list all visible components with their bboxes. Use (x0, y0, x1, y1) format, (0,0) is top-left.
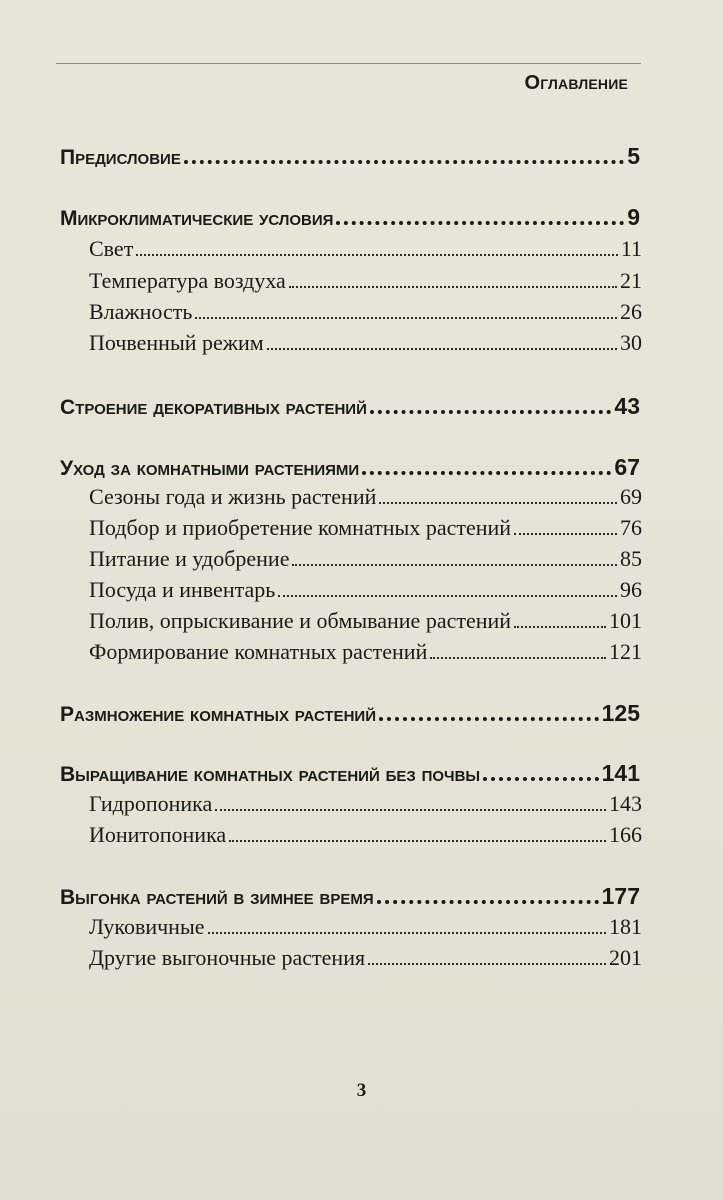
toc-entry-title: Уход за комнатными растениями (60, 457, 360, 480)
toc-subentry-title: Гидропоника (89, 791, 213, 816)
toc-subentry-page: 181 (609, 914, 642, 939)
toc-entry-microclimate[interactable] (60, 204, 640, 231)
toc-subentry-title: Влажность (89, 299, 193, 324)
dot-leader (379, 498, 617, 504)
toc-entry-page: 125 (601, 700, 640, 726)
dot-leader (483, 773, 599, 781)
dot-leader (208, 928, 607, 934)
toc-entry-title: Микроклиматические условия (60, 207, 334, 230)
toc-entry-structure[interactable] (60, 393, 640, 420)
toc-subentry[interactable] (89, 236, 642, 262)
toc-entry-title: Строение декоративных растений (60, 396, 367, 419)
dot-leader (278, 591, 617, 597)
toc-subentry-title: Луковичные (89, 914, 205, 939)
toc-subentry[interactable] (89, 577, 642, 603)
dot-leader (379, 713, 599, 721)
dot-leader (267, 344, 617, 350)
toc-subentry[interactable] (89, 299, 642, 325)
toc-entry-title: Выращивание комнатных растений без почвы (60, 763, 481, 786)
toc-entry-page: 5 (627, 143, 640, 169)
toc-subentry-page: 96 (620, 577, 642, 602)
dot-leader (136, 250, 618, 256)
toc-entry-title: Предисловие (60, 146, 181, 169)
toc-subentry-page: 69 (620, 484, 642, 509)
toc-entry-forcing[interactable] (60, 883, 640, 910)
toc-subentry[interactable] (89, 791, 642, 817)
toc-subentry-page: 30 (620, 330, 642, 355)
toc-subentry[interactable] (89, 822, 642, 848)
page-number: 3 (356, 1080, 367, 1101)
dot-leader (229, 836, 606, 842)
toc-subentry[interactable] (89, 484, 642, 510)
dot-leader (368, 959, 606, 965)
dot-leader (292, 560, 617, 566)
toc-entry-soilless[interactable] (60, 760, 640, 787)
toc-subentry-page: 101 (609, 608, 642, 633)
toc-entry-page: 141 (601, 760, 640, 786)
toc-entry-page: 177 (601, 883, 640, 909)
toc-subentry-page: 121 (609, 639, 642, 664)
toc-entry-page: 67 (614, 454, 640, 480)
toc-entry-care[interactable] (60, 454, 640, 481)
toc-subentry-title: Другие выгоночные растения (89, 945, 366, 970)
toc-subentry-page: 166 (609, 822, 642, 847)
dot-leader (184, 156, 624, 164)
toc-subentry-title: Подбор и приобретение комнатных растений (89, 515, 512, 540)
toc-subentry-page: 21 (620, 268, 642, 293)
toc-entry-page: 9 (627, 204, 640, 230)
toc-subentry-title: Полив, опрыскивание и обмывание растений (89, 608, 512, 633)
toc-subentry-page: 143 (609, 791, 642, 816)
toc-subentry-page: 201 (609, 945, 642, 970)
dot-leader (215, 805, 606, 811)
toc-entry-title: Выгонка растений в зимнее время (60, 886, 374, 909)
dot-leader (370, 406, 612, 414)
dot-leader (430, 653, 606, 659)
toc-subentry[interactable] (89, 330, 642, 356)
toc-subentry[interactable] (89, 608, 642, 634)
toc-subentry-page: 11 (620, 236, 642, 261)
dot-leader (289, 282, 617, 288)
toc-entry-page: 43 (614, 393, 640, 419)
toc-subentry-title: Свет (89, 236, 134, 261)
toc-subentry[interactable] (89, 945, 642, 971)
toc-entry-propagation[interactable] (60, 700, 640, 727)
toc-subentry-title: Сезоны года и жизнь растений (89, 484, 377, 509)
toc-subentry[interactable] (89, 515, 642, 541)
toc-subentry-title: Питание и удобрение (89, 546, 290, 571)
toc-subentry[interactable] (89, 914, 642, 940)
toc-subentry-page: 76 (620, 515, 642, 540)
dot-leader (377, 896, 599, 904)
dot-leader (514, 529, 617, 535)
table-of-contents (60, 0, 643, 1200)
toc-subentry[interactable] (89, 639, 642, 665)
toc-subentry[interactable] (89, 268, 642, 294)
toc-subentry-page: 26 (620, 299, 642, 324)
toc-subentry-title: Почвенный режим (89, 330, 264, 355)
dot-leader (362, 467, 611, 475)
toc-subentry-title: Формирование комнатных растений (89, 639, 428, 664)
toc-subentry-title: Температура воздуха (89, 268, 286, 293)
dot-leader (195, 313, 617, 319)
dot-leader (514, 622, 606, 628)
dot-leader (336, 217, 624, 225)
toc-entry-title: Размножение комнатных растений (60, 703, 376, 726)
toc-entry-preface[interactable] (60, 143, 640, 170)
toc-subentry[interactable] (89, 546, 642, 572)
toc-subentry-title: Ионитопоника (89, 822, 227, 847)
toc-subentry-title: Посуда и инвентарь (89, 577, 276, 602)
running-head: Оглавление (524, 72, 628, 94)
toc-subentry-page: 85 (620, 546, 642, 571)
